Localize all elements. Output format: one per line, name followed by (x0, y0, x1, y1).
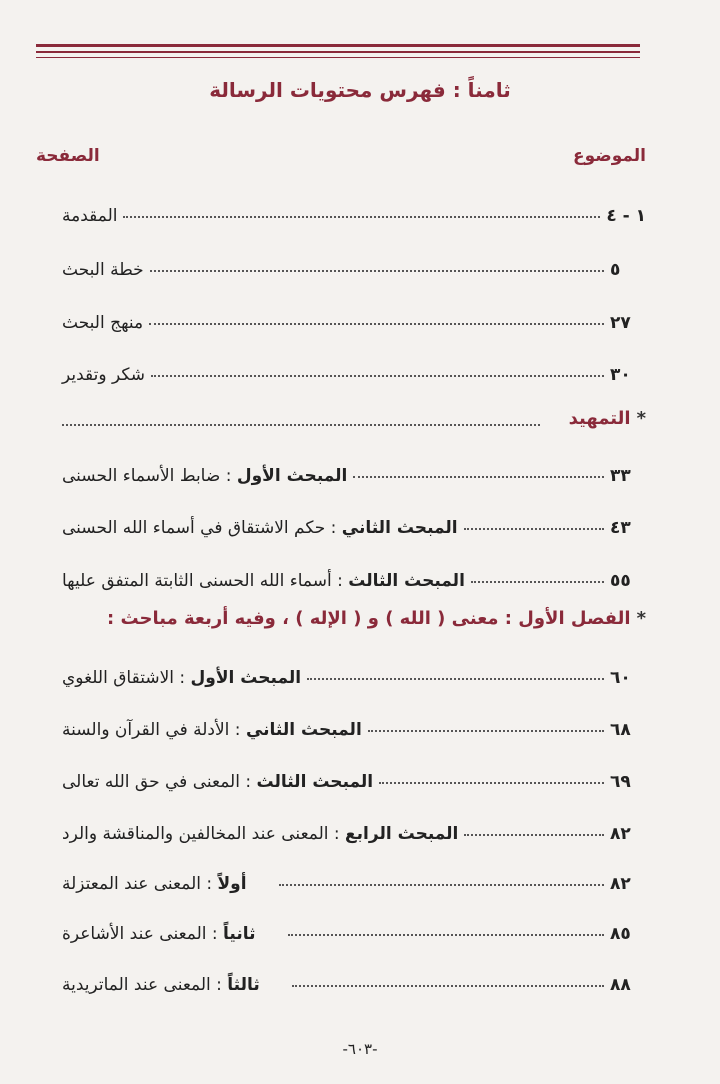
toc-entry-prefix: المبحث الثاني (341, 518, 458, 538)
toc-entry-label: : المعنى في حق الله تعالى (62, 772, 257, 792)
toc-entry-research-plan (62, 250, 646, 280)
toc-entry-prefix: المبحث الثاني (245, 720, 362, 740)
asterisk-icon: * (636, 608, 646, 629)
toc-entry-label: : المعنى عند الأشاعرة (62, 924, 224, 944)
toc-entry-page: ٨٥ (610, 924, 631, 944)
leader-dots (379, 782, 604, 784)
leader-dots (464, 834, 604, 836)
toc-entry-page: ٣٠ (610, 365, 631, 385)
toc-entry-label: خطة البحث (62, 260, 144, 280)
leader-dots (288, 934, 604, 936)
toc-subentry (62, 914, 646, 944)
header-rule-bottom (36, 57, 640, 58)
leader-dots (292, 985, 604, 987)
toc-entry-prefix: المبحث الأول (236, 466, 348, 486)
toc-entry-page: ٤٣ (610, 518, 631, 538)
page-number: -٦٠٣- (342, 1040, 378, 1058)
toc-entry-prefix: ثانياً (223, 924, 256, 944)
toc-entry-prefix: المبحث الثالث (348, 571, 465, 591)
toc-entry-label: : المعنى عند المخالفين والمناقشة والرد (62, 824, 346, 844)
toc-entry-label: شكر وتقدير (62, 365, 145, 385)
toc-entry-page: ٦٨ (610, 720, 631, 740)
leader-dots (123, 216, 600, 218)
toc-entry-page: ٥ (610, 260, 621, 280)
toc-entry-introduction (62, 196, 646, 226)
toc-subentry (62, 965, 646, 995)
toc-entry-label: : حكم الاشتقاق في أسماء الله الحسنى (62, 518, 342, 538)
toc-entry-prefix: المبحث الأول (190, 668, 302, 688)
toc-entry-label: : الاشتقاق اللغوي (62, 668, 191, 688)
toc-entry-page: ٢٧ (610, 313, 631, 333)
leader-dots (62, 424, 540, 426)
toc-entry-acknowledgement (62, 355, 646, 385)
toc-entry-page: ٨٢ (610, 874, 631, 894)
section-heading-chapter-one (107, 608, 646, 629)
toc-entry-label: المقدمة (62, 206, 118, 226)
toc-entry-label: : المعنى عند الماتريدية (62, 975, 228, 995)
toc-entry-page: ٨٢ (610, 824, 631, 844)
leader-dots (149, 323, 604, 325)
section-title: التمهيد (568, 408, 631, 429)
leader-dots (307, 678, 604, 680)
column-header-topic: الموضوع (573, 146, 646, 166)
toc-entry (62, 710, 646, 740)
toc-entry-prefix: المبحث الرابع (345, 824, 459, 844)
leader-dots (353, 476, 604, 478)
page-title: ثامناً : فهرس محتويات الرسالة (209, 78, 511, 102)
section-title: الفصل الأول : معنى ( الله ) و ( الإله ) ، وفيه أربعة مباحث : (106, 608, 631, 629)
toc-entry-page: ٣٣ (610, 466, 631, 486)
toc-subentry (62, 864, 646, 894)
toc-entry (62, 561, 646, 591)
toc-entry (62, 814, 646, 844)
toc-entry-page: ٦٩ (610, 772, 631, 792)
toc-entry-page: ٥٥ (610, 571, 631, 591)
leader-dots (279, 884, 604, 886)
header-rule-top (36, 44, 640, 47)
toc-entry-page: ٨٨ (610, 975, 631, 995)
toc-entry-prefix: المبحث الثالث (256, 772, 374, 792)
toc-entry-page: ٦٠ (610, 668, 631, 688)
leader-dots (368, 730, 604, 732)
toc-entry-label: : المعنى عند المعتزلة (62, 874, 218, 894)
toc-entry (62, 456, 646, 486)
toc-entry-page: ١ - ٤ (606, 206, 646, 226)
leader-dots (464, 528, 604, 530)
leader-dots (150, 270, 604, 272)
section-heading-tamheed (569, 408, 646, 429)
toc-entry-label: : ضابط الأسماء الحسنى (62, 466, 237, 486)
toc-entry-label: : الأدلة في القرآن والسنة (62, 720, 246, 740)
toc-entry-prefix: أولاً (217, 874, 247, 894)
column-header-page: الصفحة (36, 146, 100, 166)
toc-entry-label: : أسماء الله الحسنى الثابتة المتفق عليها (62, 571, 349, 591)
header-rule-middle (36, 51, 640, 53)
toc-entry (62, 508, 646, 538)
toc-entry (62, 762, 646, 792)
asterisk-icon: * (636, 408, 646, 429)
toc-entry-methodology (62, 303, 646, 333)
toc-entry-prefix: ثالثاً (227, 975, 260, 995)
leader-dots (151, 375, 604, 377)
leader-dots (471, 581, 604, 583)
toc-entry (62, 658, 646, 688)
toc-entry-label: منهج البحث (62, 313, 144, 333)
